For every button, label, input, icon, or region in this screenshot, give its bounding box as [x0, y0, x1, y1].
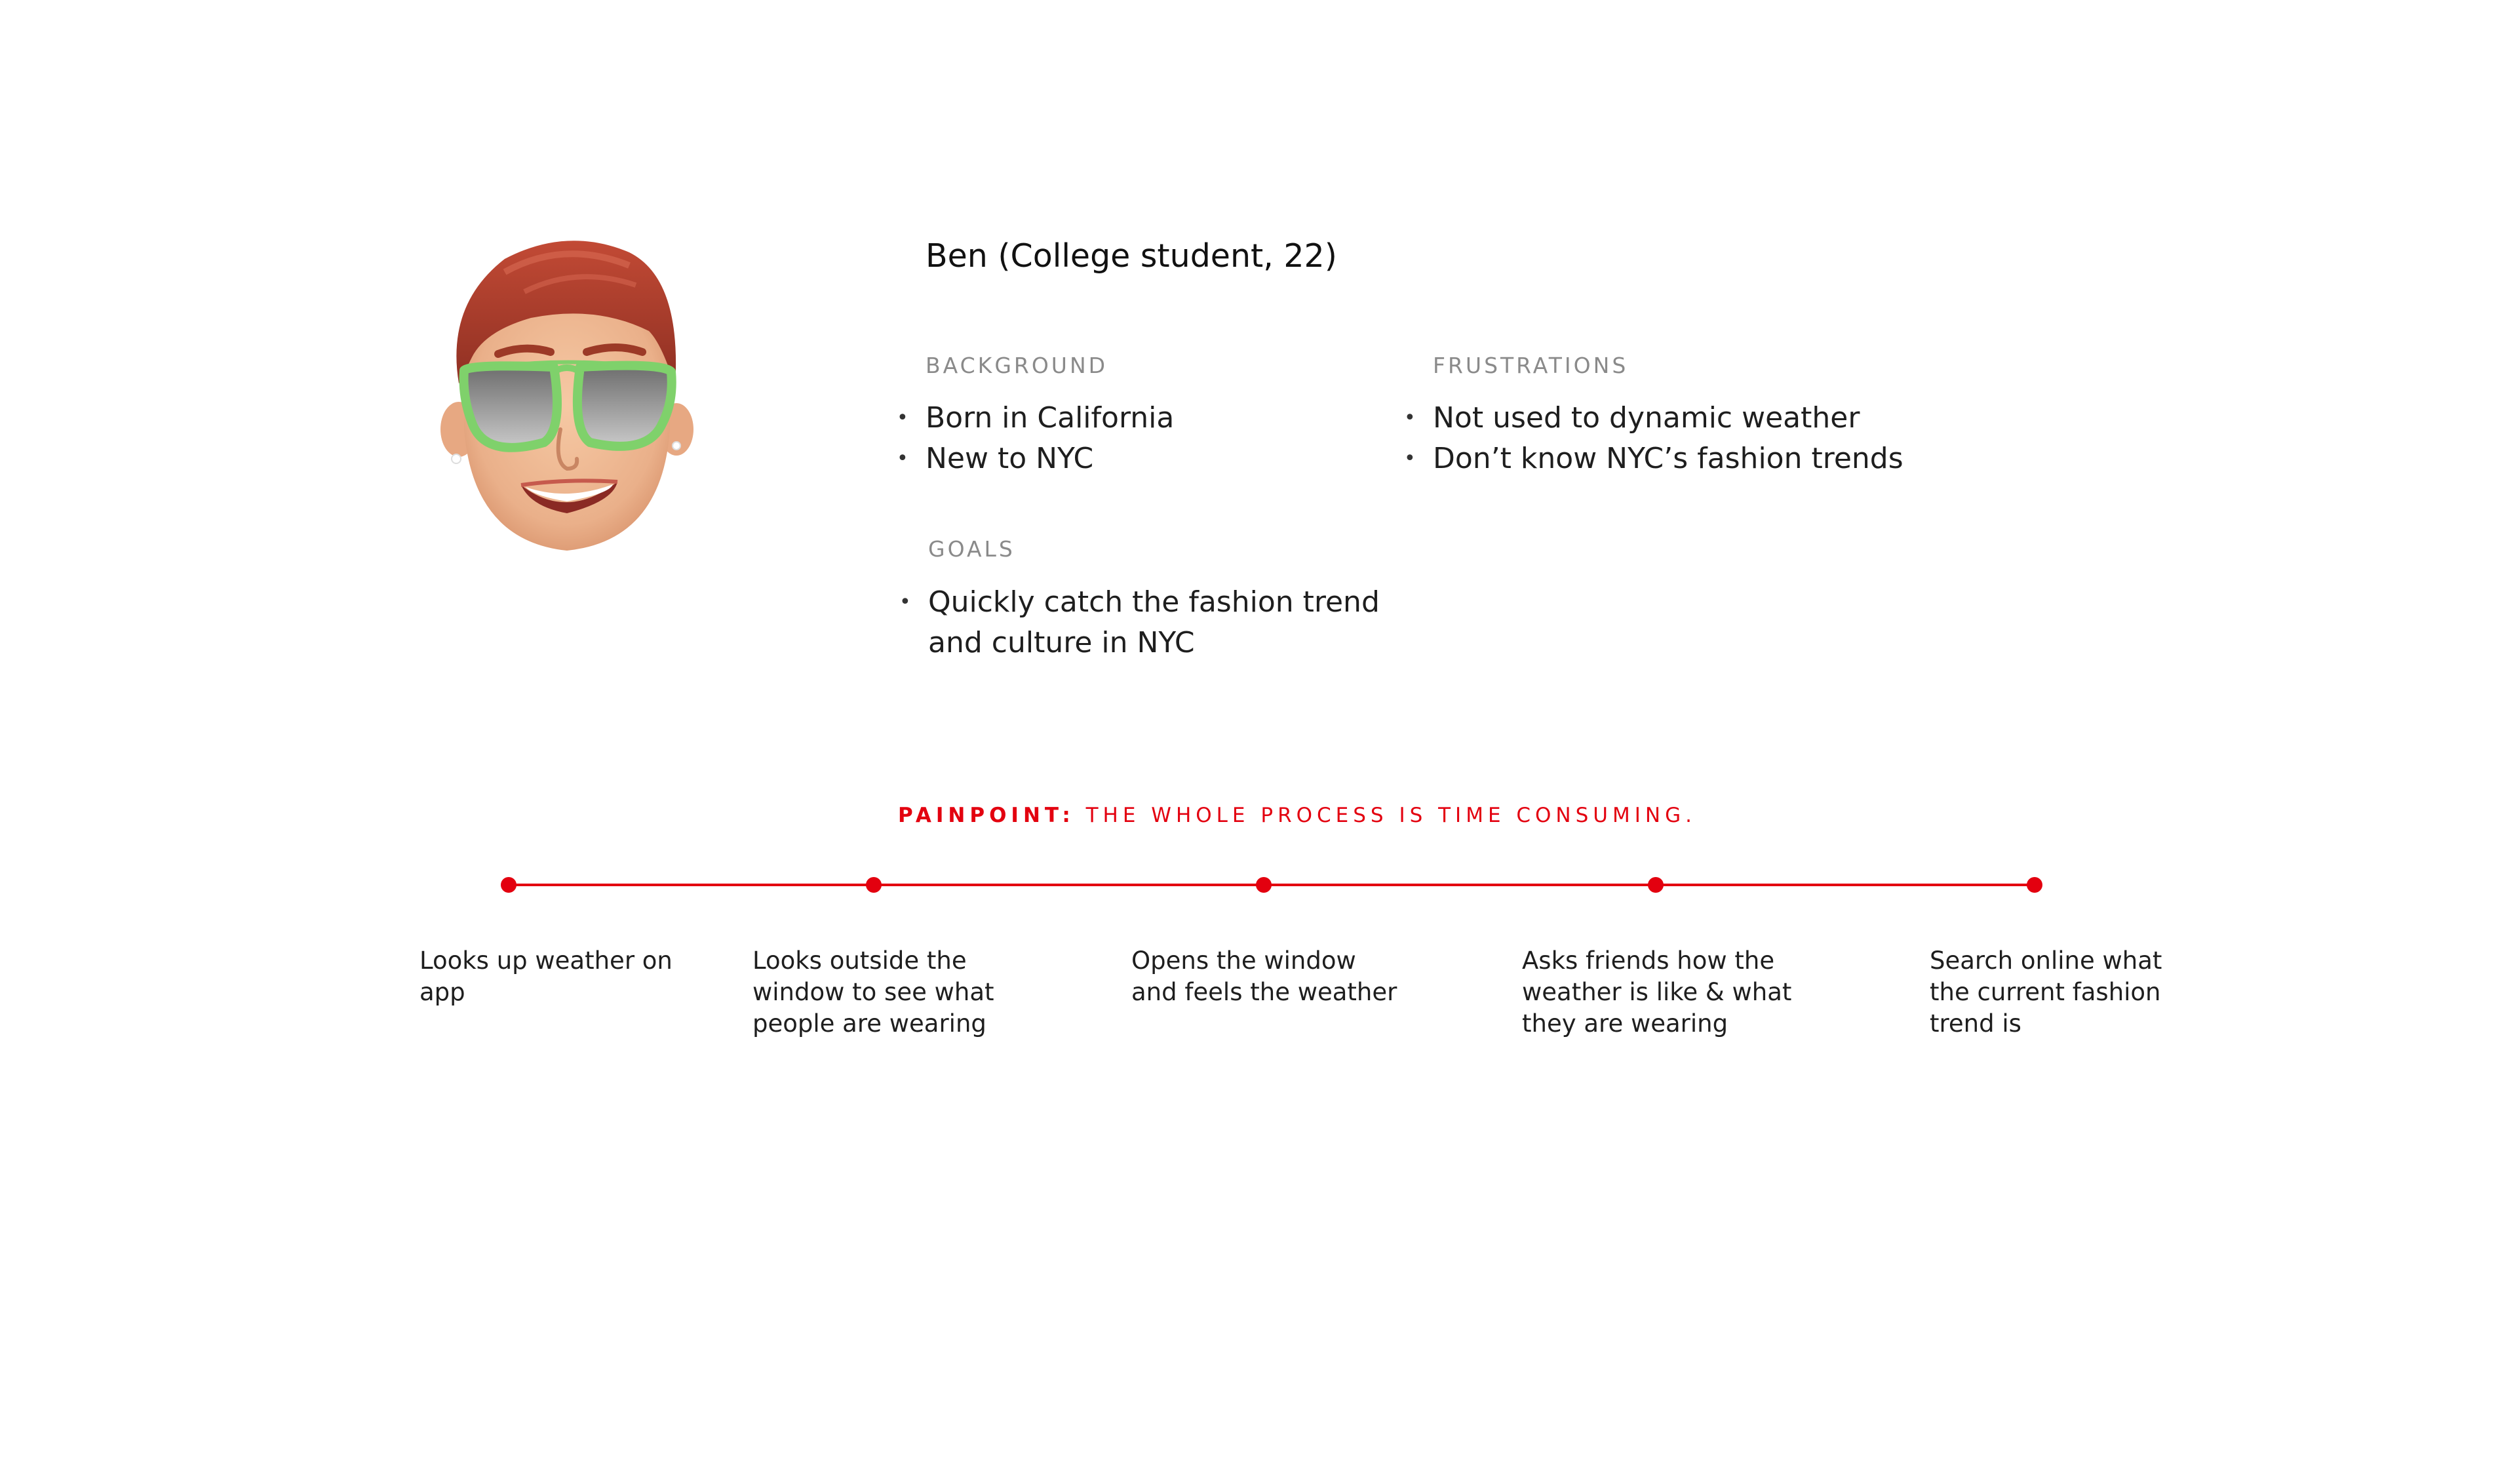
journey-step-5: Search online what the current fashion trend is — [1930, 947, 2162, 1038]
background-list — [926, 398, 1174, 479]
frustrations-list — [1433, 398, 1903, 479]
painpoint-text: THE WHOLE PROCESS IS TIME CONSUMING. — [1085, 804, 1696, 827]
journey-step-4: Asks friends how the weather is like & what they are wearing — [1522, 947, 1792, 1038]
memoji-avatar-icon — [433, 233, 701, 560]
frustration-item: • Don’t know NYC’s fashion trends — [1433, 439, 1903, 479]
background-item: • New to NYC — [926, 439, 1174, 479]
frustration-item: • Not used to dynamic weather — [1433, 398, 1903, 439]
journey-step-2: Looks outside the window to see what people are wearing — [752, 947, 994, 1038]
timeline-dot — [1256, 877, 1272, 893]
background-item: • Born in California — [926, 398, 1174, 439]
background-label: BACKGROUND — [926, 353, 1108, 378]
goals-list — [928, 582, 1387, 663]
journey-step-1: Looks up weather on app — [420, 947, 673, 1006]
timeline-dot — [501, 877, 517, 893]
frustrations-label: FRUSTRATIONS — [1433, 353, 1629, 378]
timeline-dot — [2027, 877, 2042, 893]
journey-step-3: Opens the window and feels the weather — [1131, 947, 1397, 1006]
goals-label: GOALS — [928, 536, 1015, 562]
timeline-dot — [866, 877, 882, 893]
persona-name: Ben (College student, 22) — [926, 237, 1337, 275]
painpoint-label: PAINPOINT: — [898, 804, 1075, 827]
painpoint-banner — [898, 804, 1696, 827]
goal-item: • Quickly catch the fashion trend and culture in NYC — [928, 582, 1387, 663]
timeline-dot — [1648, 877, 1664, 893]
